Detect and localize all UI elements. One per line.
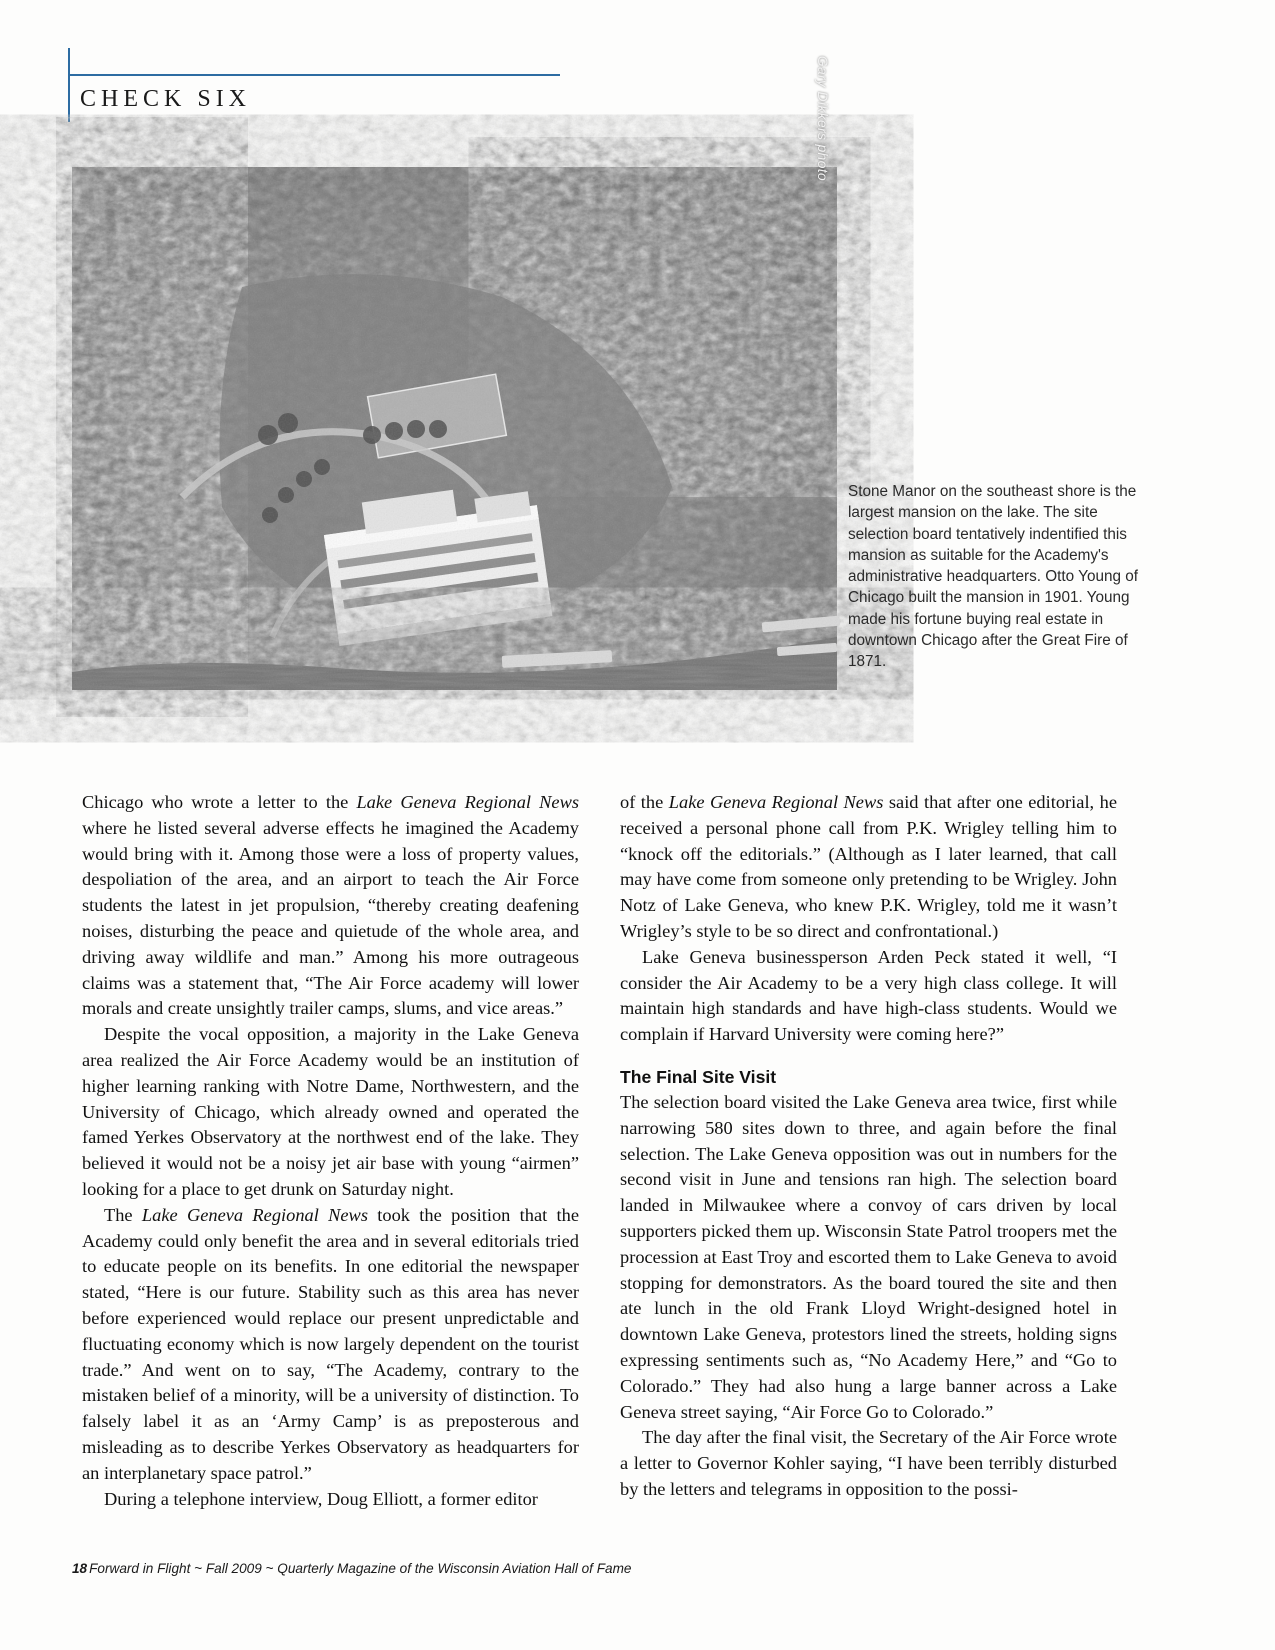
page-number: 18 [72, 1561, 88, 1576]
page-footer [72, 1561, 632, 1576]
italic-title: Lake Geneva Regional News [141, 1204, 368, 1225]
body-text-run: Chicago who wrote a letter to the [82, 792, 357, 812]
italic-title: Lake Geneva Regional News [356, 792, 579, 812]
body-paragraph [620, 790, 1117, 945]
running-head [68, 48, 563, 128]
body-paragraph [620, 1090, 1117, 1425]
body-paragraph [82, 1022, 579, 1203]
running-head-horizontal-rule [68, 74, 560, 76]
body-text-run: took the position that the Academy could only benefit the area and in several editorials tried to educate people on its benefits. In one editorial the newspaper stated, “Here is our future. Stability such as this area has never before experienced would replace our present unpredictable and fluctuating economy which is now largely dependent on the tourist trade.” And went on to say, “The Academy, contrary to the mistaken belief of a minority, will be a university of distinction. To falsely label it as an ‘Army Camp’ is as preposterous and misleading as to describe Yerkes Observatory as headquarters for an interplanetary space patrol.” [82, 1204, 579, 1483]
body-text-run: The day after the final visit, the Secretary of the Air Force wrote a letter to Governor Kohler saying, “I have been terribly disturbed by the letters and telegrams in opposition to the possi- [620, 1427, 1117, 1499]
body-text-run: where he listed several adverse effects he imagined the Academy would bring with it. Among those were a loss of property values, despoliation of the area, and an airport to teach the Air Force students the latest in jet propulsion, “thereby creating deafening noises, disturbing the peace and quietude of the whole area, and driving away wildlife and man.” Among his more outrageous claims was a statement that, “The Air Force academy will lower morals and create unsightly trailer camps, slums, and vice areas.” [82, 817, 579, 1019]
section-subhead: The Final Site Visit [620, 1066, 777, 1087]
body-paragraph [82, 1203, 579, 1487]
body-text-run: said that after one editorial, he received a personal phone call from P.K. Wrigley telling him to “knock off the editorials.” (Although as I later learned, that call may have come from someone only pretending to be Wrigley. John Notz of Lake Geneva, who knew P.K. Wrigley, told me it wasn’t Wrigley’s style to be so direct and confrontational.) [620, 792, 1117, 941]
body-text-run: Lake Geneva businessperson Arden Peck stated it well, “I consider the Air Academy to be a very high class college. It will maintain high standards and have high-class students. Would we complain if Harvard University were coming here?” [620, 946, 1117, 1045]
body-text-run: The [104, 1204, 142, 1225]
footer-text: Forward in Flight ~ Fall 2009 ~ Quarterly Magazine of the Wisconsin Aviation Hall of Fame [89, 1561, 632, 1576]
body-text-run: During a telephone interview, Doug Elliott, a former editor [104, 1488, 538, 1509]
running-head-vertical-rule [68, 48, 70, 122]
aerial-photo-image [72, 167, 837, 690]
body-paragraph [620, 1425, 1117, 1502]
body-column-left [82, 790, 579, 1512]
body-text-run: The selection board visited the Lake Geneva area twice, first while narrowing 580 sites down to three, and again before the final selection. The Lake Geneva opposition was out in numbers for the second visit in June and tensions ran high. The selection board landed in Milwaukee where a convoy of cars driven by local supporters picked them up. Wisconsin State Patrol troopers met the procession at East Troy and escorted them to Lake Geneva to avoid stopping for demonstrators. As the board toured the site and then ate lunch in the old Frank Lloyd Wright-designed hotel in downtown Lake Geneva, protestors lined the streets, holding signs expressing sentiments such as, “No Academy Here,” and “Go to Colorado.” They had also hung a large banner across a Lake Geneva street saying, “Air Force Go to Colorado.” [620, 1091, 1117, 1422]
photo-credit: Gary Dikkers photo [815, 55, 831, 181]
body-paragraph [82, 790, 579, 1022]
body-text-run: of the [620, 792, 669, 812]
body-paragraph [82, 1487, 579, 1513]
body-column-right [620, 790, 1117, 1503]
italic-title: Lake Geneva Regional News [668, 792, 884, 812]
section-title: CHECK SIX [80, 86, 252, 112]
body-text-run: Despite the vocal opposition, a majority in the Lake Geneva area realized the Air Force Academy would be an institution of higher learning ranking with Notre Dame, Northwestern, and the University of Chicago, which already owned and operated the famed Yerkes Observatory at the northwest end of the lake. They believed it would not be a noisy jet air base with young “airmen” looking for a place to get drunk on Saturday night. [82, 1024, 579, 1199]
photo-caption: Stone Manor on the southeast shore is the largest mansion on the lake. The site selection board tentatively indentified this mansion as suitable for the Academy's administrative headquarters. Otto Young of Chicago built the mansion in 1901. Young made his fortune buying real estate in downtown Chicago after the Great Fire of 1871. [848, 483, 1138, 671]
body-paragraph [620, 945, 1117, 1048]
